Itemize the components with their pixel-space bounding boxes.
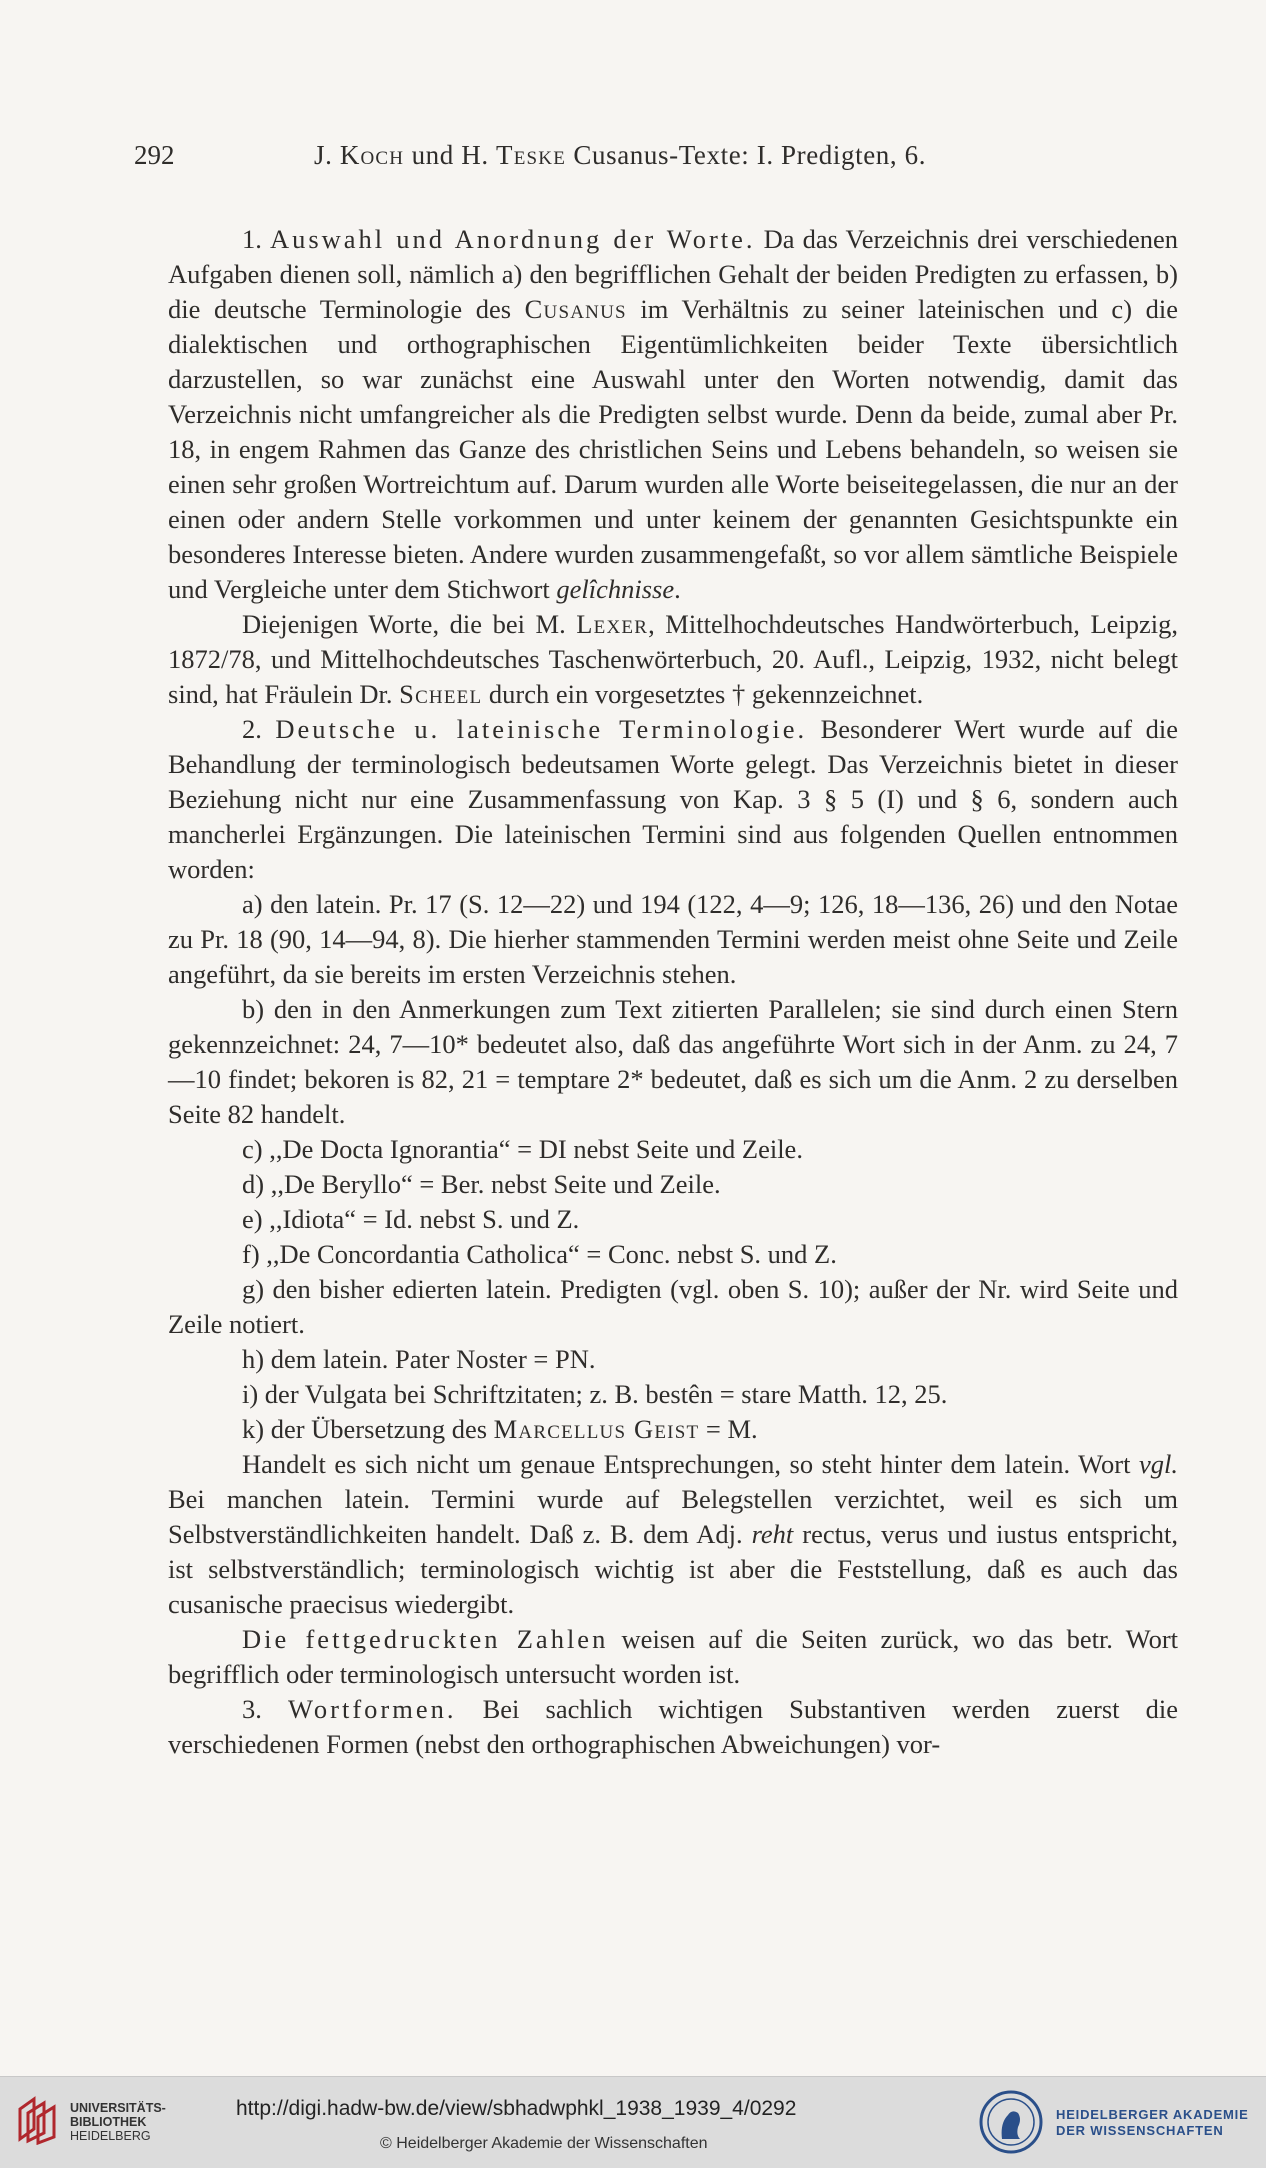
list-item-i: i) der Vulgata bei Schriftzitaten; z. B. bestên = stare Matth. 12, 25.	[242, 1379, 948, 1409]
page-number: 292	[134, 140, 175, 170]
list-item-k: k) der Übersetzung des Marcellus Geist = M.	[242, 1414, 758, 1444]
paragraph-bold-numbers: Die fettgedruckten Zahlen weisen auf die Seiten zurück, wo das betr. Wort begrifflich oder terminologisch untersucht worden ist.	[168, 1624, 1179, 1689]
academy-seal-icon	[978, 2089, 1044, 2155]
source-url-link[interactable]: http://digi.hadw-bw.de/view/sbhadwphkl_1938_1939_4/0292	[236, 2097, 797, 2120]
section-3-heading: Wortformen.	[288, 1694, 457, 1724]
section-2-heading: Deutsche u. lateinische Terminologie.	[275, 714, 808, 744]
list-item-f: f) ,,De Concordantia Catholica“ = Conc. nebst S. und Z.	[242, 1239, 837, 1269]
section-1-heading: Auswahl und Anordnung der Worte.	[269, 224, 756, 254]
list-item-d: d) ,,De Beryllo“ = Ber. nebst Seite und Zeile.	[242, 1169, 721, 1199]
footer-bar	[0, 2076, 1266, 2168]
list-item-b: b) den in den Anmerkungen zum Text zitierten Parallelen; sie sind durch einen Stern gekennzeichnet: 24, 7—10* bedeutet also, daß das angeführte Wort sich in der Anm. zu 24, 7—10 findet; bekoren is 82, 21 = temptare 2* bedeutet, daß es sich um die Anm. 2 zu derselben Seite 82 handelt.	[168, 994, 1178, 1129]
paragraph-vgl: Handelt es sich nicht um genaue Entsprechungen, so steht hinter dem latein. Wort vgl. Bei manchen latein. Termini wurde auf Belegstellen verzichtet, weil es sich um Selbstverständlichkeiten handelt. Daß z. B. dem Adj. reht rectus, verus und iustus entspricht, ist selbstverständlich; terminologisch wichtig ist aber die Feststellung, daß es auch das cusanische praecisus wiedergibt.	[168, 1449, 1179, 1619]
university-library-logo-icon	[14, 2095, 60, 2145]
list-item-h: h) dem latein. Pater Noster = PN.	[242, 1344, 596, 1374]
section-3-paragraph: 3. Wortformen. Bei sachlich wichtigen Substantiven werden zuerst die verschiedenen Formen (nebst den orthographischen Abweichungen) vor-	[168, 1694, 1179, 1759]
academy-name: HEIDELBERGER AKADEMIE DER WISSENSCHAFTEN	[1056, 2107, 1249, 2138]
running-header	[134, 140, 1059, 180]
running-title: J. Koch und H. Teske Cusanus-Texte: I. Predigten, 6.	[314, 140, 927, 170]
section-2-paragraph: 2. Deutsche u. lateinische Terminologie. Besonderer Wert wurde auf die Behandlung der terminologisch bedeutsamen Worte gelegt. Das Verzeichnis bietet in dieser Beziehung nicht nur eine Zusammenfassung von Kap. 3 § 5 (I) und § 6, sondern auch mancherlei Ergänzungen. Die lateinischen Termini sind aus folgenden Quellen entnommen worden:	[168, 714, 1178, 884]
page-body	[168, 222, 1178, 1762]
list-item-c: c) ,,De Docta Ignorantia“ = DI nebst Seite und Zeile.	[242, 1134, 803, 1164]
list-item-g: g) den bisher edierten latein. Predigten (vgl. oben S. 10); außer der Nr. wird Seite und Zeile notiert.	[168, 1274, 1178, 1339]
university-library-name: UNIVERSITÄTS- BIBLIOTHEK HEIDELBERG	[70, 2101, 166, 2143]
paragraph-lexer: Diejenigen Worte, die bei M. Lexer, Mittelhochdeutsches Handwörterbuch, Leipzig, 1872/78, und Mittelhochdeutsches Taschenwörterbuch, 20. Aufl., Leipzig, 1932, nicht belegt sind, hat Fräulein Dr. Scheel durch ein vorgesetztes † gekennzeichnet.	[168, 609, 1178, 709]
list-item-e: e) ,,Idiota“ = Id. nebst S. und Z.	[242, 1204, 580, 1234]
copyright-notice: © Heidelberger Akademie der Wissenschaften	[380, 2135, 708, 2152]
section-1-paragraph: 1. Auswahl und Anordnung der Worte. Da das Verzeichnis drei verschiedenen Aufgaben dienen soll, nämlich a) den begrifflichen Gehalt der beiden Predigten zu erfassen, b) die deutsche Terminologie des Cusanus im Verhältnis zu seiner lateinischen und c) die dialektischen und orthographischen Eigentümlichkeiten beider Texte übersichtlich darzustellen, so war zunächst eine Auswahl unter den Worten notwendig, damit das Verzeichnis nicht umfangreicher als die Predigten selbst wurde. Denn da beide, zumal aber Pr. 18, in engem Rahmen das Ganze des christlichen Seins und Lebens behandeln, so weisen sie einen sehr großen Wortreichtum auf. Darum wurden alle Worte beiseitegelassen, die nur an der einen oder andern Stelle vorkommen und unter keinem der genannten Gesichtspunkte ein besonderes Interesse bieten. Andere wurden zusammengefaßt, so vor allem sämtliche Beispiele und Vergleiche unter dem Stichwort gelîchnisse.	[168, 224, 1178, 604]
list-item-a: a) den latein. Pr. 17 (S. 12—22) und 194 (122, 4—9; 126, 18—136, 26) und den Notae zu Pr. 18 (90, 14—94, 8). Die hierher stammenden Termini werden meist ohne Seite und Zeile angeführt, da sie bereits im ersten Verzeichnis stehen.	[168, 889, 1178, 989]
